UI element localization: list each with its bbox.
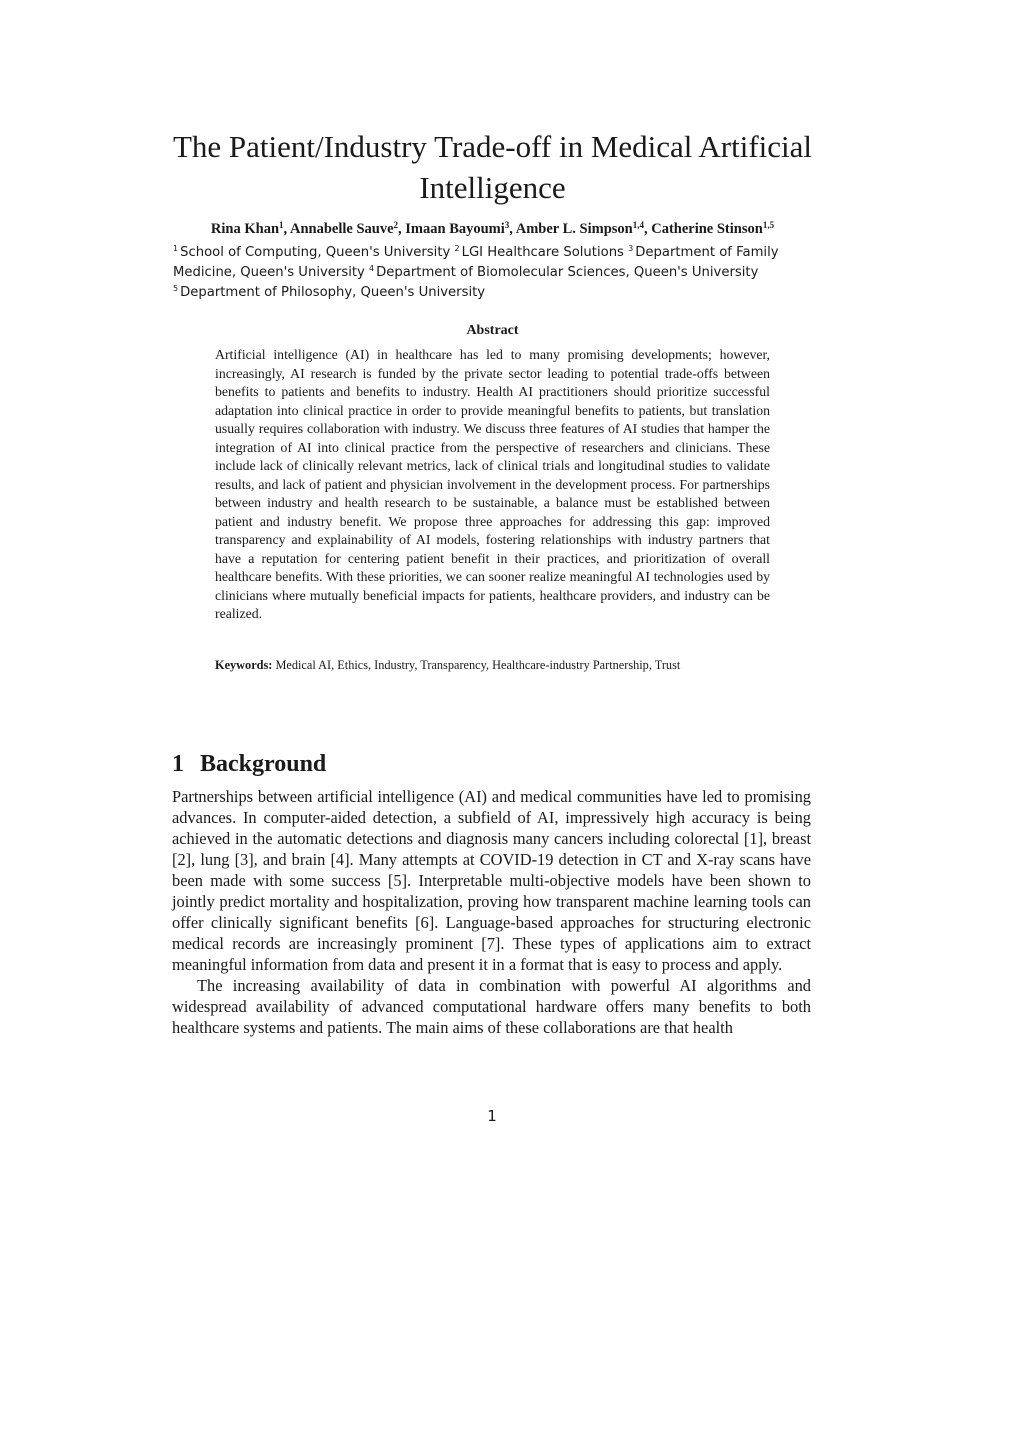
keywords-label: Keywords: <box>215 658 273 672</box>
affiliation: $^4$ Department of Biomolecular Sciences, Queen's University <box>369 264 759 280</box>
page-number: 1 <box>487 1107 497 1125</box>
affiliation-list <box>173 243 793 303</box>
paper-title: The Patient/Industry Trade-off in Medical Artificial Intelligence <box>172 129 813 205</box>
affiliation: $^2$ LGI Healthcare Solutions <box>454 244 624 260</box>
author: Amber L. Simpson$^{1,4}$, <box>515 220 652 237</box>
affiliation: $^3$ Department of Family Medicine, Queen's University <box>173 244 779 280</box>
section-heading <box>172 748 812 780</box>
affiliation: $^5$ Department of Philosophy, Queen's University <box>173 284 486 300</box>
body-paragraph: The increasing availability of data in combination with powerful AI algorithms and widespread availability of advanced computational hardware offers many benefits to both healthcare systems and patients. The main aims of these collaborations are that health <box>172 976 811 1037</box>
keywords <box>215 656 815 674</box>
body-paragraph: Partnerships between artificial intelligence (AI) and medical communities have led to promising advances. In computer-aided detection, a subfield of AI, impressively high accuracy is being achieved in the automatic detections and diagnosis many cancers including colorectal [1], breast [2], lung [3], and brain [4]. Many attempts at COVID-19 detection in CT and X-ray scans have been made with some success [5]. Interpretable multi-objective models have been shown to jointly predict mortality and hospitalization, proving how transparent machine learning tools can offer clinically significant benefits [6]. Language-based approaches for structuring electronic medical records are increasingly prominent [7]. These types of applications aim to extract meaningful information from data and present it in a format that is easy to process and apply. <box>172 787 811 974</box>
author: Annabelle Sauve$^2$, <box>289 220 406 237</box>
abstract-text: Artificial intelligence (AI) in healthcare has led to many promising developments; however, increasingly, AI research is funded by the private sector leading to potential trade-offs between benefits to patients and benefits to industry. Health AI practitioners should prioritize successful adaptation into clinical practice in order to provide meaningful benefits to patients, but translation usually requires collaboration with industry. We discuss three features of AI studies that hamper the integration of AI into clinical practice from the perspective of researchers and clinicians. These include lack of clinically relevant metrics, lack of clinical trials and longitudinal studies to validate results, and lack of patient and physician involvement in the development process. For partnerships between industry and health research to be sustainable, a balance must be established between patient and industry benefit. We propose three approaches for addressing this gap: improved transparency and explainability of AI models, fostering relationships with industry partners that have a reputation for centering patient benefit in their practices, and prioritization of overall healthcare benefits. With these priorities, we can sooner realize meaningful AI technologies used by clinicians where mutually beneficial impacts for patients, healthcare providers, and industry can be realized. <box>215 347 770 621</box>
keywords-text: Medical AI, Ethics, Industry, Transparency, Healthcare-industry Partnership, Trust <box>275 658 681 672</box>
author: Imaan Bayoumi$^3$, <box>405 220 516 237</box>
author: Rina Khan$^1$, <box>210 220 290 237</box>
author: Catherine Stinson$^{1,5}$ <box>651 220 775 237</box>
affiliation: $^1$ School of Computing, Queen's University <box>173 244 451 260</box>
section-title: Background <box>200 751 327 777</box>
author-list <box>150 219 835 239</box>
abstract-heading: Abstract <box>466 323 519 338</box>
section-number: 1 <box>172 751 184 777</box>
section-body <box>172 786 811 1038</box>
